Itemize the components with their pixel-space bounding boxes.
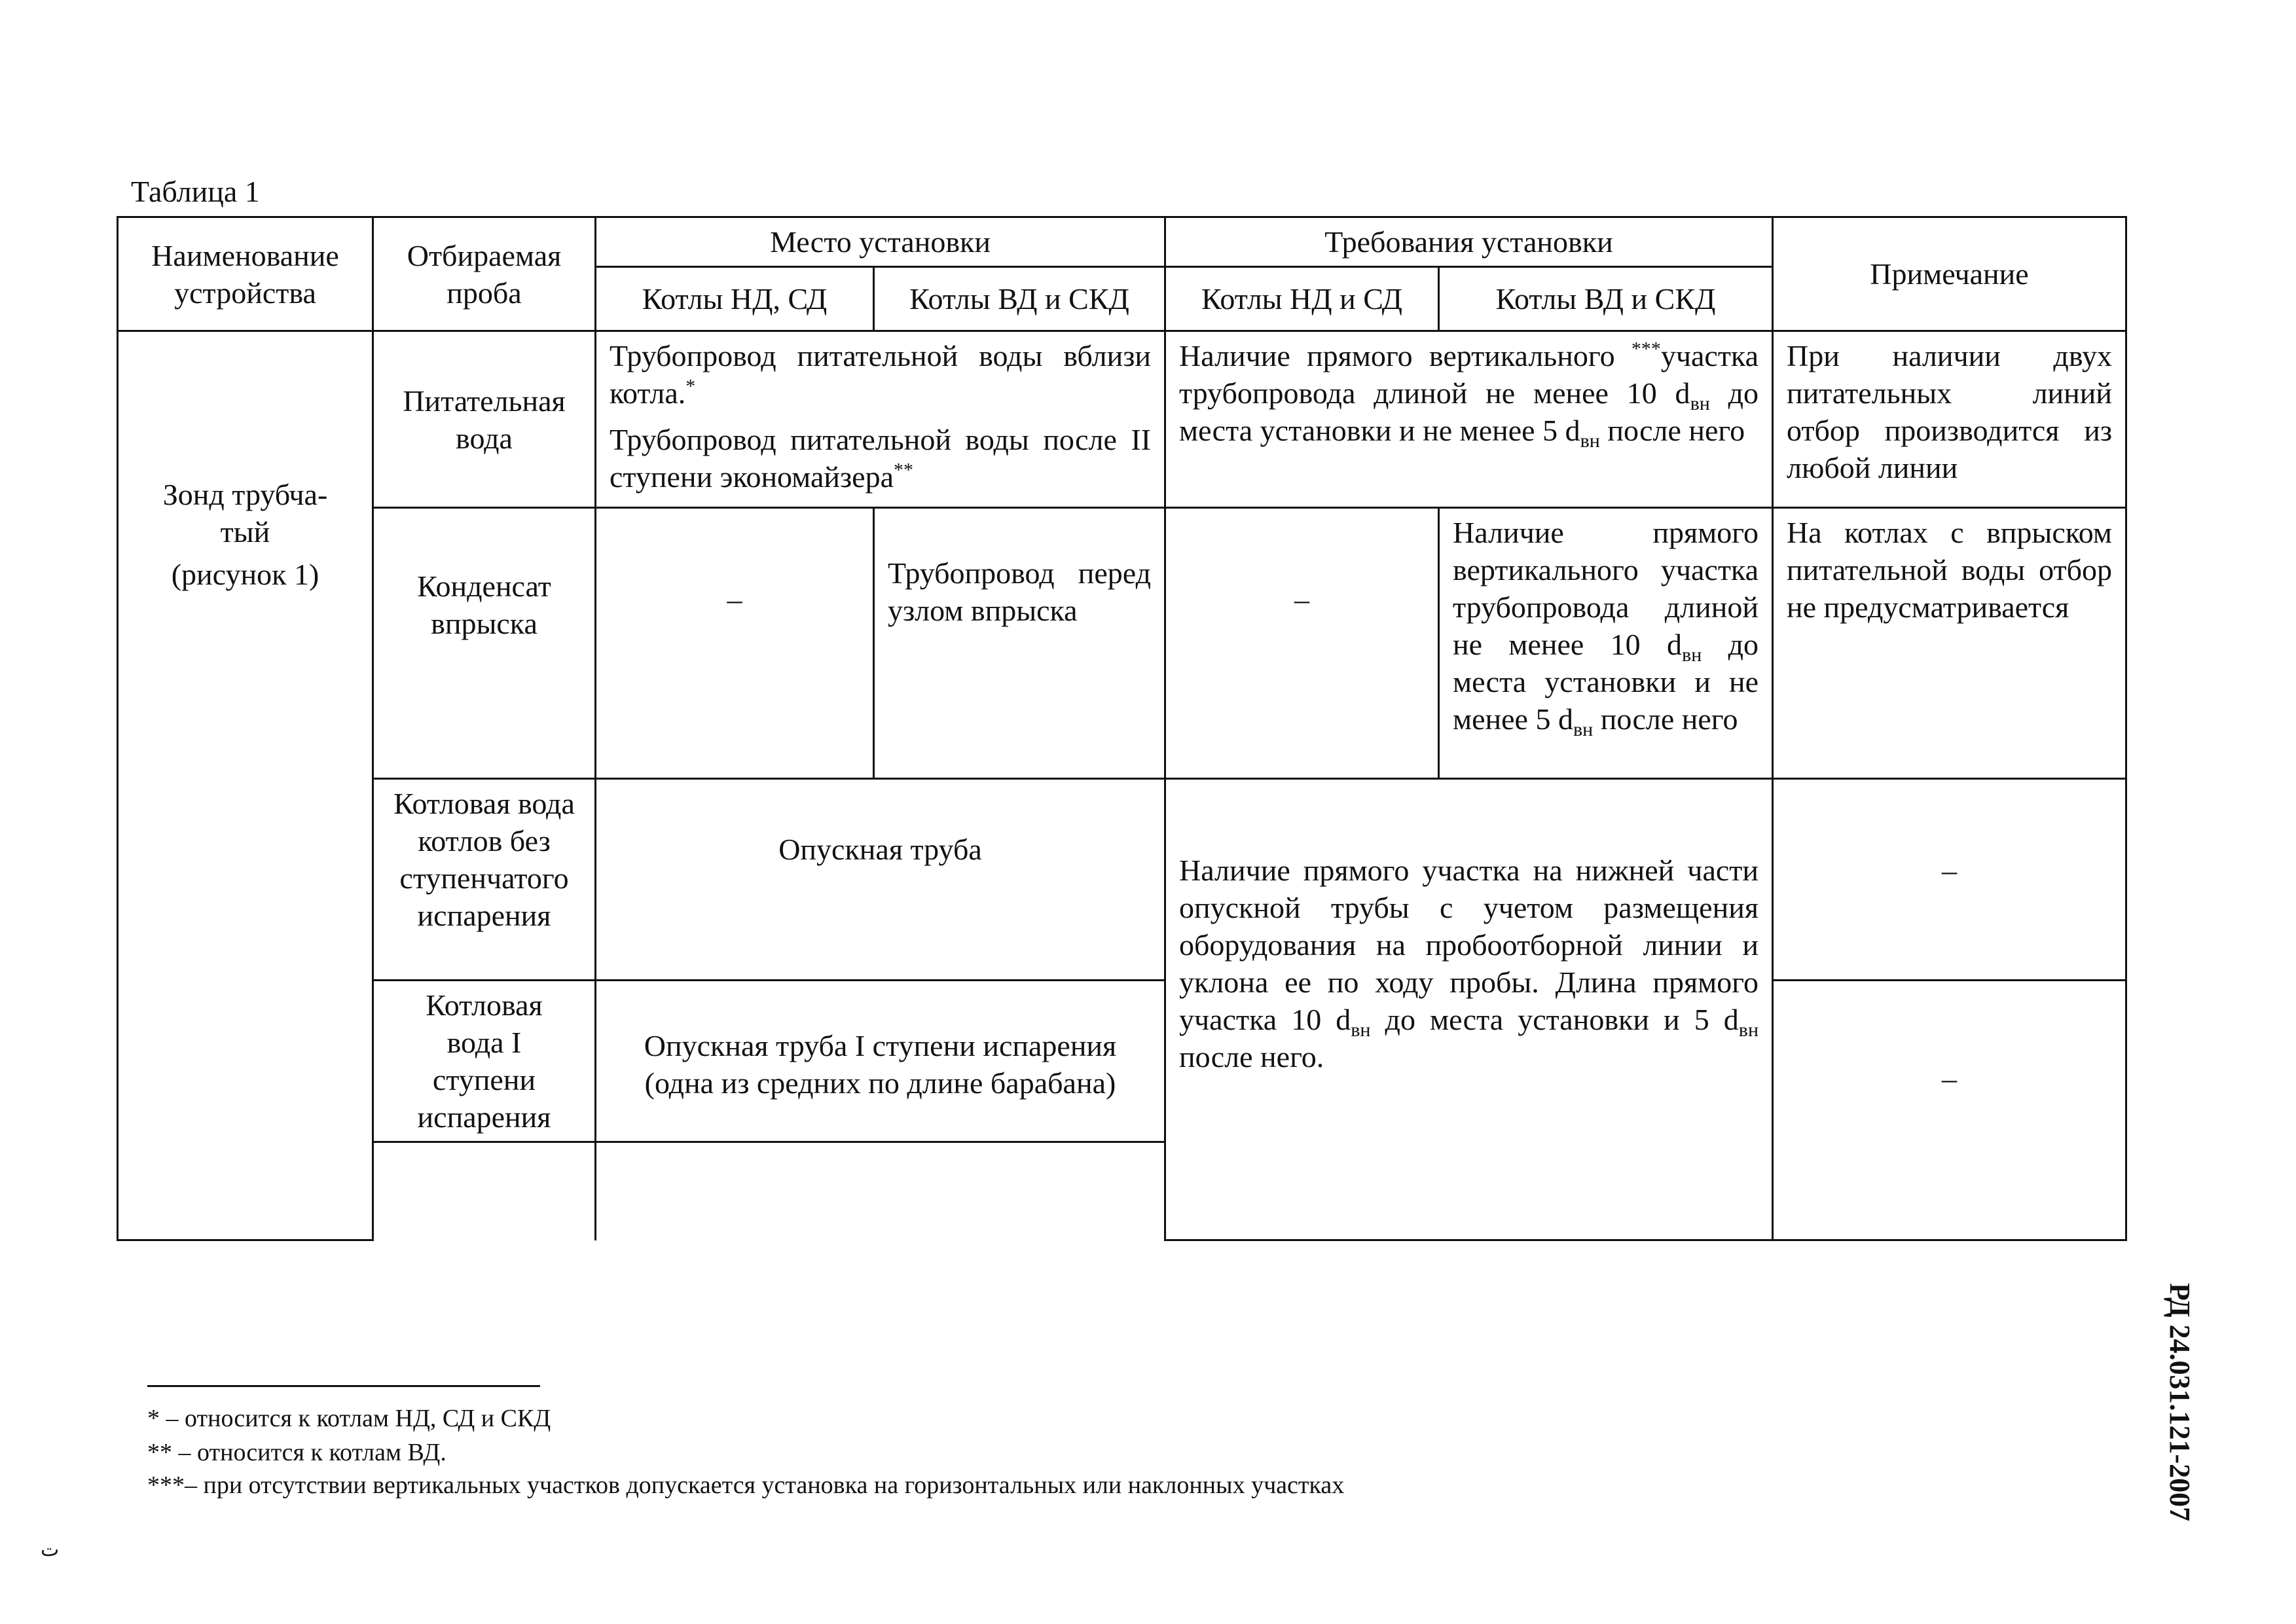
footnote-divider <box>147 1385 540 1387</box>
header-requirements: Требования установки <box>1165 217 1773 267</box>
footnote-mark-2: ** <box>894 459 914 481</box>
req-downcomer: Наличие прямого участка на нижней части опускной трубы с учетом размещения оборудования на пробоотборной линии и уклона ее по ходу пробы. Длина прямого участка 10 $d_{вн}$ до места установки и 5 $d_{вн}$ после него. <box>1165 779 1773 1240</box>
device-name-line2: тый <box>220 515 270 549</box>
sample-stage1-cont <box>373 1142 596 1240</box>
sample-boiler-water: Котловая вода котлов без ступенчатого испарения <box>373 779 596 981</box>
header-req-nd-sd: Котлы НД и СД <box>1165 267 1439 331</box>
place-condensate-vd: Трубопровод перед узлом впрыска <box>874 508 1165 779</box>
header-place-nd-sd: Котлы НД, СД <box>596 267 874 331</box>
header-note: Примечание <box>1773 217 2126 331</box>
place-feedwater-p1: Трубопровод питательной воды вблизи котла.* <box>610 339 1151 410</box>
device-name-cell <box>118 331 373 1240</box>
footnote-3: ***– при отсутствии вертикальных участков допускается установка на горизонтальных или наклонных участках <box>147 1471 1345 1499</box>
footnote-mark-1: * <box>685 375 696 397</box>
device-name-line1: Зонд трубча- <box>162 478 328 511</box>
req-feedwater: Наличие прямого вертикального ***участка трубопровода длиной не менее 10 $d_{вн}$ до места установки и не менее 5 $d_{вн}$ после него <box>1165 331 1773 508</box>
note-feedwater: При наличии двух питательных линий отбор производится из любой линии <box>1773 331 2126 508</box>
footnote-2: ** – относится к котлам ВД. <box>147 1439 446 1466</box>
sample-condensate: Конденсат впрыска <box>373 508 596 779</box>
header-device: Наименование устройства <box>118 217 373 331</box>
sample-stage1: Котловая вода I ступени испарения <box>373 981 596 1142</box>
header-req-vd-skd: Котлы ВД и СКД <box>1439 267 1773 331</box>
page-mark: ت <box>41 1539 60 1561</box>
note-boiler-water: – <box>1773 779 2126 981</box>
note-stage1: – <box>1773 981 2126 1240</box>
sample-feedwater: Питательная вода <box>373 331 596 508</box>
req-condensate-nd: – <box>1165 508 1439 779</box>
document-code: РД 24.031.121-2007 <box>2164 1283 2196 1522</box>
req-condensate-vd: Наличие прямого вертикального участка трубопровода длиной не менее 10 $d_{вн}$ до места установки и не менее 5 $d_{вн}$ после него <box>1439 508 1773 779</box>
device-name-line3: (рисунок 1) <box>171 558 319 591</box>
place-feedwater-p2: Трубопровод питательной воды после II ступени экономайзера** <box>610 423 1151 494</box>
header-sample: Отбираемая проба <box>373 217 596 331</box>
place-stage1: Опускная труба I ступени испарения (одна из средних по длине барабана) <box>596 981 1165 1142</box>
note-condensate: На котлах с впрыском питательной воды отбор не предусматривается <box>1773 508 2126 779</box>
data-table <box>117 216 2127 1241</box>
place-feedwater <box>596 331 1165 508</box>
table-caption: Таблица 1 <box>131 175 260 208</box>
place-condensate-nd: – <box>596 508 874 779</box>
header-place: Место установки <box>596 217 1165 267</box>
place-stage1-cont <box>596 1142 1165 1240</box>
header-place-vd-skd: Котлы ВД и СКД <box>874 267 1165 331</box>
place-boiler-water: Опускная труба <box>596 779 1165 981</box>
footnote-1: * – относится к котлам НД, СД и СКД <box>147 1405 551 1432</box>
footnote-mark-3: *** <box>1631 338 1661 360</box>
